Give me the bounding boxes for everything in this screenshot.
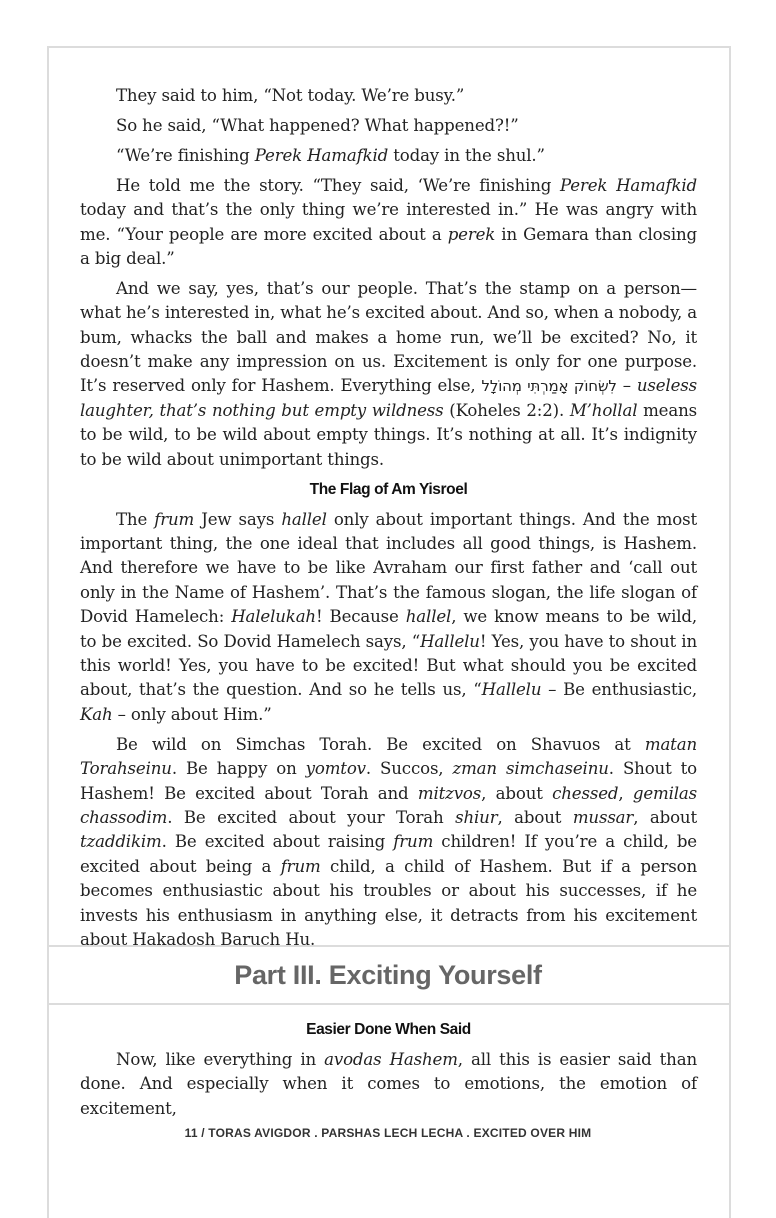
text-run: “We’re finishing [116, 145, 255, 165]
italic-text: avodas Hashem [324, 1050, 458, 1069]
part-title-bar [47, 945, 729, 1005]
page-body-bottom [80, 1014, 697, 1127]
text-run: , we know means to be wild, to be excited. So Dovid Hamelech says, “ [80, 607, 697, 651]
italic-text: Perek Hamafkid [254, 145, 389, 165]
paragraph [80, 1048, 697, 1121]
italic-text: hallel [281, 509, 327, 529]
text-run: . Succos, [365, 759, 453, 779]
paragraph [80, 144, 697, 168]
text-run: today in the shul.” [388, 145, 545, 165]
paragraph [80, 508, 697, 728]
text-run: in Gemara than closing a big deal.” [80, 224, 697, 268]
text-run: – Be enthusiastic, [541, 680, 697, 700]
text-run: He told me the story. “They said, ‘We’re finishing [116, 175, 560, 195]
text-run: So he said, “What happened? What happened?!” [116, 115, 519, 135]
text-run: , about [481, 783, 553, 803]
section-heading-flag: The Flag of Am Yisroel [309, 480, 468, 498]
paragraph [80, 84, 697, 108]
text-run: . Be happy on [171, 759, 306, 779]
text-run: means to be wild, to be wild about empty things. It’s nothing at all. It’s indignity to be wild about unimportant things. [80, 400, 698, 469]
text-run: , about [497, 807, 573, 827]
page-footer: 11 / TORAS AVIGDOR . PARSHAS LECH LECHA . EXCITED OVER HIM [184, 1126, 592, 1140]
italic-text: frum [280, 856, 321, 876]
part-title: Part III. Exciting Yourself [234, 959, 542, 990]
text-run: Now, like everything in [116, 1050, 325, 1069]
text-run: (Koheles 2:2). [443, 400, 570, 420]
text-run: . Shout to Hashem! Be excited about Torah and [80, 759, 698, 803]
text-run: Be wild on Simchas Torah. Be excited on Shavuos at [116, 734, 645, 754]
hebrew-quote: לִשְׂחוֹק אָמַרְתִּי מְהוֹלָל [481, 377, 617, 396]
text-run: And we say, yes, that’s our people. That’s the stamp on a person—what he’s interested in, what he’s excited about. And so, when a nobody, a bum, whacks the ball and makes a home run, we’ll be excited? No, it doesn’t make any impression on us. Excitement is only for one purpose. It’s reserved only for Hashem. Everything else, [80, 278, 697, 396]
section-2 [80, 508, 697, 953]
italic-text: chessed [552, 783, 619, 803]
italic-text: hallel [405, 607, 452, 627]
italic-text: Hallelu [420, 631, 480, 651]
text-run: , about [633, 807, 697, 827]
text-run: children! If you’re a child, be excited about being a [80, 832, 697, 876]
italic-text: Hallelu [481, 680, 542, 700]
italic-text: Kah [80, 704, 113, 724]
text-run: , [618, 783, 633, 803]
italic-text: M’hollal [569, 400, 638, 420]
italic-text: useless laughter, that’s nothing but empty wildness [80, 376, 697, 420]
section-1 [80, 84, 697, 472]
text-run: They said to him, “Not today. We’re busy.” [116, 86, 465, 105]
italic-text: Perek Hamafkid [560, 175, 697, 195]
paragraph [80, 174, 697, 272]
text-run: only about important things. And the most important thing, the one ideal that includes all good things, is Hashem. And therefore we have to be like Avraham our first father and ‘call out only in the Name of Hashem’. That’s the famous slogan, the life slogan of Dovid Hamelech: [80, 509, 697, 627]
italic-text: mussar [572, 807, 634, 827]
text-run: . Be excited about raising [161, 832, 394, 852]
italic-text: frum [154, 509, 195, 529]
italic-text: perek [447, 224, 496, 244]
text-run: The [116, 509, 155, 529]
italic-text: zman simchaseinu [452, 759, 609, 779]
italic-text: matan Torahseinu [80, 734, 697, 779]
text-run: child, a child of Hashem. But if a person becomes enthusiastic about his troubles or about his successes, if he invests his enthusiasm in anything else, it detracts from his excitement about Hakadosh Baruch Hu. [80, 856, 697, 949]
italic-text: tzaddikim [80, 832, 162, 852]
section-3 [80, 1048, 697, 1121]
italic-text: mitzvos [417, 783, 482, 803]
italic-text: Halelukah [231, 607, 316, 627]
italic-text: shiur [455, 807, 498, 827]
page-body-top [80, 84, 697, 958]
text-run: Jew says [194, 509, 282, 529]
section-heading-easier: Easier Done When Said [306, 1021, 471, 1038]
paragraph [80, 733, 697, 953]
text-run: ! Because [315, 607, 406, 627]
text-run: – [616, 376, 637, 396]
italic-text: frum [393, 832, 434, 852]
text-run: – only about Him.” [112, 704, 272, 724]
italic-text: yomtov [305, 759, 366, 779]
text-run: today and that’s the only thing we’re interested in.” He was angry with me. “Your people are more excited about a [80, 200, 697, 244]
italic-text: gemilas chassodim [80, 783, 698, 827]
text-run: , all this is easier said than done. And especially when it comes to emotions, the emotion of excitement, [80, 1050, 697, 1118]
text-run: ! Yes, you have to shout in this world! Yes, you have to be excited! But what should you be excited about, that’s the question. And so he tells us, “ [80, 631, 697, 700]
text-run: . Be excited about your Torah [167, 807, 456, 827]
paragraph [80, 114, 697, 138]
paragraph [80, 277, 697, 472]
